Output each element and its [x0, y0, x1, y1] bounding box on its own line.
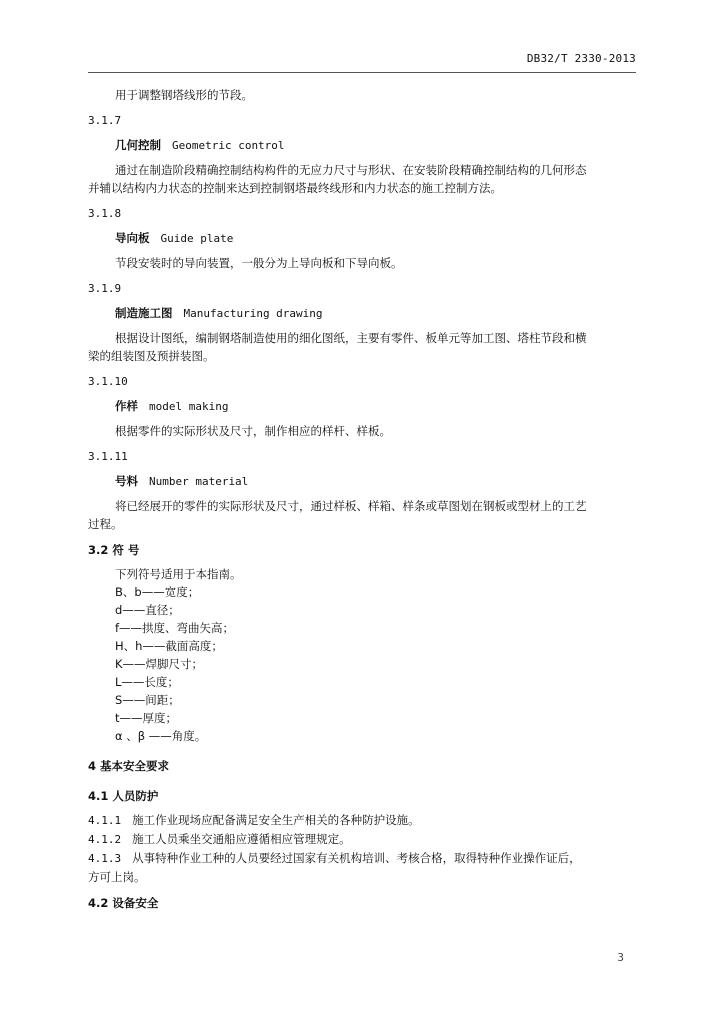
clause-text: 从事特种作业工种的人员要经过国家有关机构培训、考核合格，取得特种作业操作证后，: [132, 851, 581, 865]
term-definition-line: 节段安装时的导向装置，一般分为上导向板和下导向板。: [115, 256, 403, 270]
symbols-intro: 下列符号适用于本指南。: [115, 567, 242, 581]
clause-number: 4.1.3: [88, 852, 122, 865]
term-definition-line: 梁的组装图及预拼装图。: [88, 349, 215, 363]
term-number: 3.1.11: [88, 450, 128, 463]
term-en: model making: [148, 400, 229, 413]
symbol-item: L——长度；: [115, 675, 179, 689]
term-en: Manufacturing drawing: [183, 307, 323, 320]
header-rule: [88, 72, 636, 73]
term-en: Geometric control: [171, 139, 285, 152]
clause-text: 施工人员乘坐交通船应遵循相应管理规定。: [132, 832, 351, 846]
subsection-heading-4-1: 4.1 人员防护: [88, 789, 159, 803]
term-en: Number material: [148, 475, 249, 488]
term-zh: 号料: [115, 474, 138, 488]
section-heading-4: 4 基本安全要求: [88, 759, 170, 773]
section-heading-symbols: 3.2 符 号: [88, 543, 140, 557]
page-content: [88, 86, 636, 912]
term-title: [88, 229, 636, 248]
term-number: 3.1.10: [88, 375, 128, 388]
term-definition-line: 并辅以结构内力状态的控制来达到控制钢塔最终线形和内力状态的施工控制方法。: [88, 181, 502, 195]
symbol-item: H、h——截面高度；: [115, 639, 223, 653]
term-title: [88, 136, 636, 155]
clause-number: 4.1.2: [88, 833, 122, 846]
term-definition-line: 根据零件的实际形状及尺寸，制作相应的样杆、样板。: [115, 424, 391, 438]
symbol-item: α 、β ——角度。: [115, 729, 207, 743]
term-title: [88, 472, 636, 491]
symbol-item: t——厚度；: [115, 711, 178, 725]
clause: [88, 849, 636, 868]
term-title: [88, 304, 636, 323]
clause: [88, 811, 636, 830]
symbol-item: B、b——宽度；: [115, 585, 200, 599]
clause: [88, 830, 636, 849]
symbol-item: S——间距；: [115, 693, 180, 707]
term-number: 3.1.7: [88, 114, 122, 127]
symbol-item: d——直径；: [115, 603, 180, 617]
term-definition-line: 根据设计图纸，编制钢塔制造使用的细化图纸，主要有零件、板单元等加工图、塔柱节段和横: [115, 331, 587, 345]
term-zh: 导向板: [115, 231, 150, 245]
subsection-heading-4-2: 4.2 设备安全: [88, 896, 159, 910]
term-number: 3.1.8: [88, 207, 122, 220]
clause-number: 4.1.1: [88, 814, 122, 827]
intro-paragraph: 用于调整钢塔线形的节段。: [115, 88, 253, 102]
document-id: DB32/T 2330-2013: [526, 52, 636, 65]
symbol-item: f——拱度、弯曲矢高；: [115, 621, 235, 635]
term-en: Guide plate: [160, 232, 234, 245]
symbol-item: K——焊脚尺寸；: [115, 657, 204, 671]
term-definition-line: 将已经展开的零件的实际形状及尺寸，通过样板、样箱、样条或草图划在钢板或型材上的工艺: [115, 499, 587, 513]
clause-text: 施工作业现场应配备满足安全生产相关的各种防护设施。: [132, 813, 420, 827]
term-definition-line: 过程。: [88, 517, 123, 531]
term-definition-line: 通过在制造阶段精确控制结构构件的无应力尺寸与形状、在安装阶段精确控制结构的几何形态: [115, 163, 587, 177]
term-zh: 制造施工图: [115, 306, 173, 320]
term-number: 3.1.9: [88, 282, 122, 295]
term-zh: 作样: [115, 399, 138, 413]
term-title: [88, 397, 636, 416]
page-number: 3: [617, 951, 624, 964]
clause-continuation: 方可上岗。: [88, 870, 146, 884]
term-zh: 几何控制: [115, 138, 161, 152]
